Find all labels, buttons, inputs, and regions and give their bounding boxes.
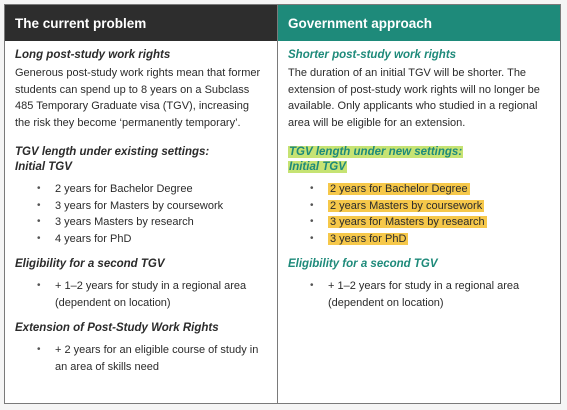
comparison-table bbox=[4, 4, 561, 404]
bullet-icon: • bbox=[37, 183, 41, 194]
new-second-tgv-title: Eligibility for a second TGV bbox=[288, 258, 438, 270]
list-item: • 3 years for PhD bbox=[310, 231, 550, 248]
list-item: • 4 years for PhD bbox=[37, 231, 267, 248]
shorter-work-rights-title: Shorter post-study work rights bbox=[288, 49, 457, 61]
list-item: • + 1–2 years for study in a regional area (dependent on location) bbox=[310, 280, 520, 309]
list-item: • + 1–2 years for study in a regional area (dependent on location) bbox=[37, 280, 247, 309]
list-item: • 3 years for Masters by research bbox=[310, 214, 550, 231]
bullet-icon: • bbox=[37, 199, 41, 211]
new-settings-title: TGV length under new settings: bbox=[289, 146, 463, 158]
existing-tgv-list bbox=[15, 181, 267, 247]
current-problem-header: The current problem bbox=[5, 5, 277, 41]
government-approach-column bbox=[278, 5, 560, 403]
government-approach-paragraph: The duration of an initial TGV will be shorter. The extension of post-study work rights will no longer be available. Only applicants who studied in a regional area will be eligible for an extension. bbox=[288, 67, 540, 129]
bullet-icon: • bbox=[37, 344, 41, 355]
current-problem-paragraph: Generous post-study work rights mean that former students can spend up to 8 years on a Subclass 485 Temporary Graduate visa (TGV), increasing the risk they become ‘permanently temporary’. bbox=[15, 67, 261, 129]
existing-settings-title: TGV length under existing settings: bbox=[15, 146, 210, 158]
new-initial-tgv-title: Initial TGV bbox=[289, 161, 346, 173]
second-tgv-title: Eligibility for a second TGV bbox=[15, 258, 165, 270]
list-item: • + 2 years for an eligible course of study in an area of skills need bbox=[37, 344, 259, 373]
bullet-icon: • bbox=[310, 199, 314, 211]
list-item: • 3 years for Masters by coursework bbox=[37, 198, 267, 215]
current-problem-column bbox=[5, 5, 278, 403]
new-second-tgv-list bbox=[288, 278, 550, 311]
bullet-icon: • bbox=[310, 280, 314, 291]
bullet-icon: • bbox=[310, 232, 314, 244]
bullet-icon: • bbox=[37, 280, 41, 291]
bullet-icon: • bbox=[310, 216, 314, 227]
extension-title: Extension of Post-Study Work Rights bbox=[15, 322, 219, 334]
second-tgv-list bbox=[15, 278, 267, 311]
bullet-icon: • bbox=[310, 183, 314, 194]
bullet-icon: • bbox=[37, 232, 41, 244]
bullet-icon: • bbox=[37, 216, 41, 227]
initial-tgv-title: Initial TGV bbox=[15, 161, 72, 173]
long-work-rights-title: Long post-study work rights bbox=[15, 49, 171, 61]
government-approach-header: Government approach bbox=[278, 5, 560, 41]
new-tgv-list bbox=[288, 181, 550, 247]
list-item: • 2 years Masters by coursework bbox=[310, 198, 550, 215]
extension-list bbox=[15, 342, 267, 375]
list-item: • 3 years Masters by research bbox=[37, 214, 267, 231]
list-item: • 2 years for Bachelor Degree bbox=[37, 181, 267, 198]
list-item: • 2 years for Bachelor Degree bbox=[310, 181, 550, 198]
